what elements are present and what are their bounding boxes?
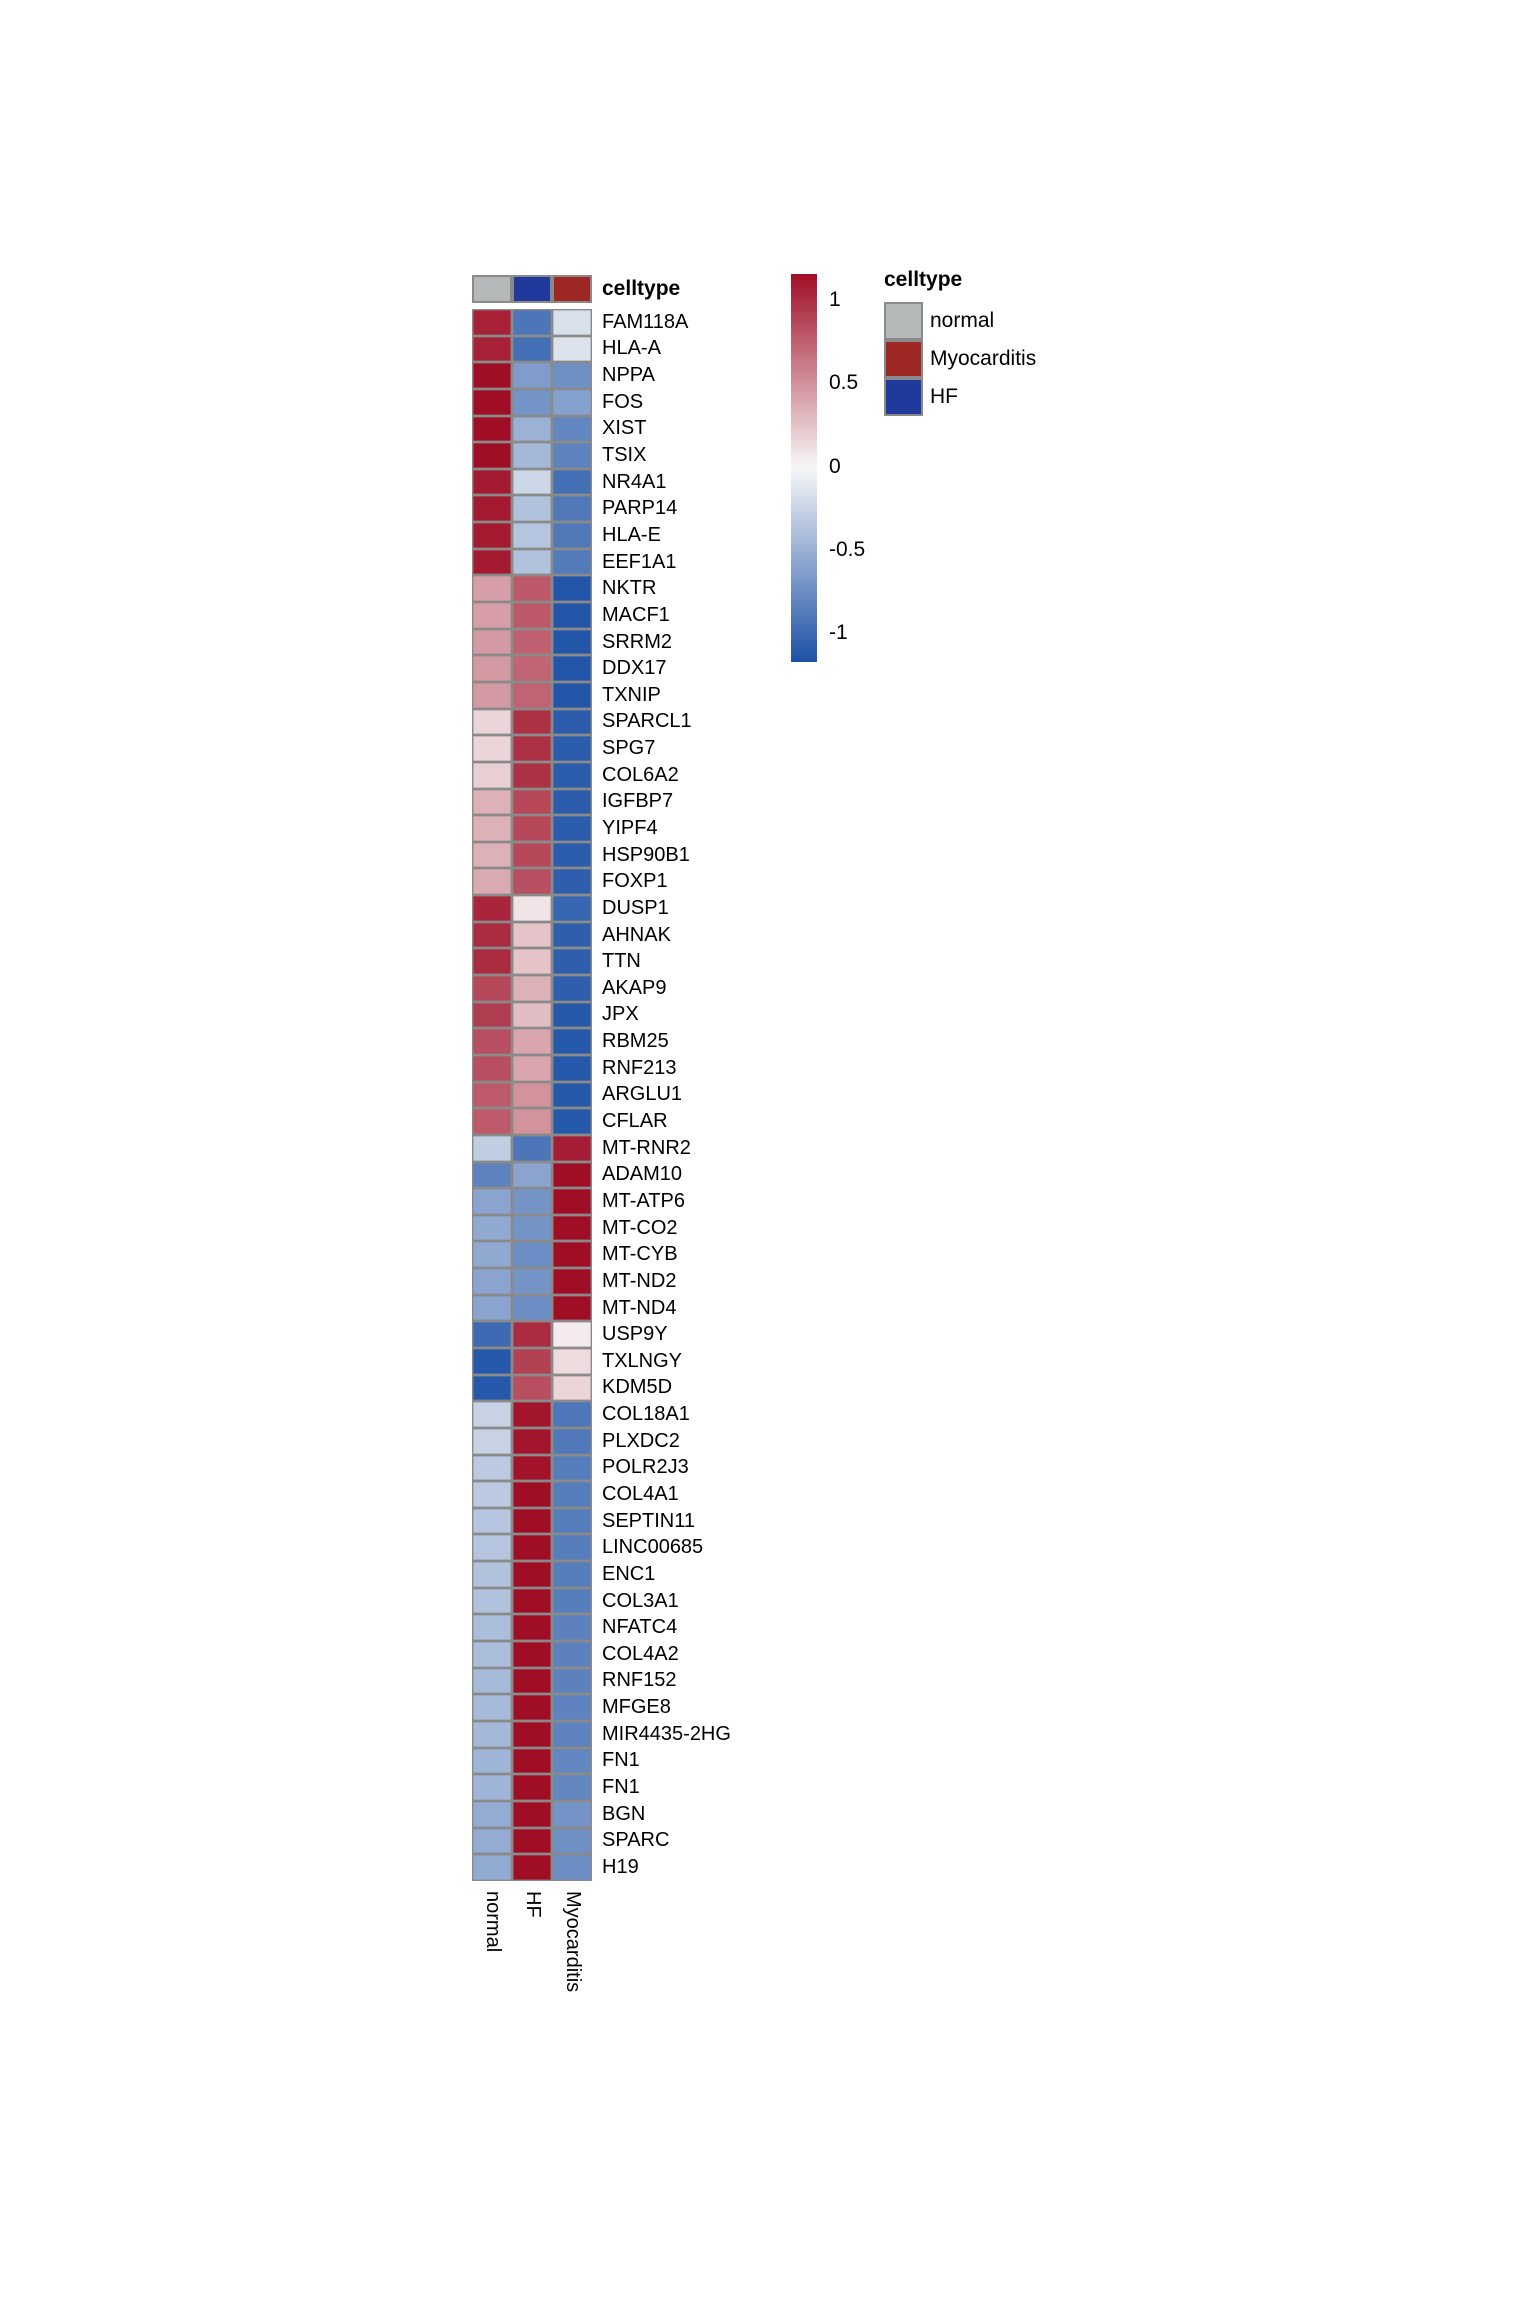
heatmap-cell [512, 1162, 552, 1189]
heatmap-cell [472, 362, 512, 389]
heatmap-cell [472, 469, 512, 496]
heatmap-cell [552, 1641, 592, 1668]
heatmap-cell [472, 1162, 512, 1189]
heatmap-cell [552, 309, 592, 336]
heatmap-cell [472, 1108, 512, 1135]
heatmap-cell [472, 895, 512, 922]
gene-label: SEPTIN11 [602, 1509, 695, 1532]
heatmap-cell [552, 1108, 592, 1135]
heatmap-cell [512, 1748, 552, 1775]
legend-swatch-normal [884, 302, 923, 340]
heatmap-cell [512, 1508, 552, 1535]
heatmap-grid [472, 309, 592, 1881]
gene-label: COL4A1 [602, 1483, 679, 1505]
gene-label: JPX [602, 1003, 639, 1026]
heatmap-cell [512, 709, 552, 736]
column-label: Myocarditis [562, 1891, 584, 1993]
heatmap-cell [472, 1135, 512, 1162]
heatmap-cell [552, 1508, 592, 1535]
colorbar-tick-label: 1 [829, 288, 841, 311]
heatmap-cell [552, 1774, 592, 1801]
heatmap-cell [552, 709, 592, 736]
gene-label: KDM5D [602, 1376, 673, 1399]
legend-title: celltype [884, 268, 963, 291]
heatmap-cell [552, 1002, 592, 1029]
heatmap-cell [472, 975, 512, 1002]
heatmap-cell [472, 549, 512, 576]
heatmap-cell [472, 815, 512, 842]
gene-label: RBM25 [602, 1030, 669, 1053]
heatmap-cell [472, 1002, 512, 1029]
gene-label: FOXP1 [602, 870, 668, 893]
gene-label: HLA-E [602, 523, 661, 546]
celltype-annotation-row [472, 275, 592, 303]
heatmap-cell [472, 1188, 512, 1215]
heatmap-cell [552, 1455, 592, 1482]
heatmap-cell [512, 1295, 552, 1322]
heatmap-cell [552, 1668, 592, 1695]
heatmap-cell [472, 1828, 512, 1855]
legend-label: normal [930, 309, 995, 332]
heatmap-cell [512, 1002, 552, 1029]
heatmap-cell [472, 1295, 512, 1322]
heatmap-cell [472, 1534, 512, 1561]
gene-label: DDX17 [602, 657, 667, 680]
heatmap-cell [472, 1455, 512, 1482]
heatmap-cell [472, 655, 512, 682]
gene-label: COL3A1 [602, 1589, 679, 1612]
gene-label: MT-RNR2 [602, 1136, 691, 1159]
heatmap-cell [552, 1321, 592, 1348]
gene-label: TSIX [602, 444, 647, 467]
heatmap-cell [512, 1854, 552, 1881]
heatmap-cell [552, 1215, 592, 1242]
heatmap-cell [472, 442, 512, 469]
column-label: HF [522, 1891, 544, 1918]
heatmap-cell [512, 1774, 552, 1801]
heatmap-cell [552, 975, 592, 1002]
gene-label: FOS [602, 390, 644, 413]
gene-label: HSP90B1 [602, 843, 690, 866]
heatmap-cell [552, 895, 592, 922]
gene-label: MIR4435-2HG [602, 1722, 731, 1745]
heatmap-cell [512, 1614, 552, 1641]
gene-label: TXLNGY [602, 1349, 683, 1372]
heatmap-cell [512, 1481, 552, 1508]
gene-labels [602, 309, 731, 1881]
heatmap-cell [512, 1721, 552, 1748]
heatmap-cell [512, 575, 552, 602]
heatmap-cell [472, 1588, 512, 1615]
heatmap-cell [472, 682, 512, 709]
legend-swatch-hf [884, 378, 923, 416]
gene-label: MT-ND2 [602, 1269, 677, 1292]
heatmap-cell [552, 1801, 592, 1828]
gene-label: PARP14 [602, 497, 678, 520]
heatmap-cell [512, 602, 552, 629]
heatmap-cell [472, 762, 512, 789]
legend-label: Myocarditis [930, 347, 1037, 370]
gene-label: FN1 [602, 1776, 640, 1799]
heatmap-cell [472, 1481, 512, 1508]
colorbar [791, 274, 817, 662]
heatmap-cell [512, 922, 552, 949]
heatmap-cell [552, 602, 592, 629]
heatmap-cell [472, 1401, 512, 1428]
annotation-cell-normal [472, 275, 512, 303]
heatmap-cell [552, 1082, 592, 1109]
heatmap-cell [512, 868, 552, 895]
heatmap-cell [472, 1375, 512, 1402]
gene-label: AKAP9 [602, 976, 667, 999]
gene-label: LINC00685 [602, 1536, 704, 1559]
heatmap-cell [552, 1348, 592, 1375]
heatmap-cell [472, 1055, 512, 1082]
heatmap-cell [512, 1534, 552, 1561]
heatmap-cell [472, 1028, 512, 1055]
heatmap-cell [512, 1348, 552, 1375]
gene-label: MACF1 [602, 603, 670, 626]
heatmap-cell [552, 1481, 592, 1508]
heatmap-cell [472, 1215, 512, 1242]
gene-label: MT-ND4 [602, 1296, 677, 1319]
heatmap-cell [512, 495, 552, 522]
heatmap-cell [472, 416, 512, 443]
heatmap-cell [552, 469, 592, 496]
heatmap-cell [552, 815, 592, 842]
heatmap-cell [512, 469, 552, 496]
heatmap-cell [552, 629, 592, 656]
heatmap-cell [472, 709, 512, 736]
gene-label: NR4A1 [602, 470, 667, 493]
heatmap-cell [472, 922, 512, 949]
gene-label: XIST [602, 417, 647, 440]
heatmap-cell [552, 1375, 592, 1402]
gene-label: MT-CO2 [602, 1216, 678, 1239]
heatmap-cell [552, 735, 592, 762]
heatmap-cell [552, 1828, 592, 1855]
heatmap-cell [512, 1215, 552, 1242]
heatmap-cell [512, 1135, 552, 1162]
heatmap-cell [512, 1561, 552, 1588]
heatmap-cell [512, 895, 552, 922]
heatmap-cell [472, 389, 512, 416]
heatmap-cell [472, 1668, 512, 1695]
heatmap-cell [472, 1774, 512, 1801]
heatmap-cell [512, 1108, 552, 1135]
gene-label: H19 [602, 1855, 639, 1878]
heatmap-cell [512, 522, 552, 549]
heatmap-cell [552, 442, 592, 469]
heatmap-cell [552, 575, 592, 602]
gene-label: COL4A2 [602, 1642, 679, 1665]
gene-label: DUSP1 [602, 896, 669, 919]
heatmap-cell [472, 1721, 512, 1748]
heatmap-cell [472, 1854, 512, 1881]
heatmap-cell [552, 948, 592, 975]
heatmap-cell [552, 1721, 592, 1748]
legend-swatch-myocarditis [884, 340, 923, 378]
heatmap-cell [512, 1268, 552, 1295]
heatmap-cell [512, 1321, 552, 1348]
heatmap-cell [552, 1748, 592, 1775]
gene-label: EEF1A1 [602, 550, 677, 573]
heatmap-cell [552, 1135, 592, 1162]
colorbar-tick-label: -1 [829, 621, 848, 644]
heatmap-cell [552, 336, 592, 363]
heatmap-cell [472, 868, 512, 895]
heatmap-cell [552, 1268, 592, 1295]
gene-label: AHNAK [602, 923, 671, 946]
heatmap-cell [472, 789, 512, 816]
heatmap-cell [472, 948, 512, 975]
heatmap-cell [512, 1082, 552, 1109]
heatmap-cell [512, 1455, 552, 1482]
heatmap-cell [472, 735, 512, 762]
celltype-legend [884, 302, 923, 416]
colorbar-tick-label: 0 [829, 454, 841, 478]
heatmap-cell [512, 1375, 552, 1402]
colorbar-tick-label: 0.5 [829, 371, 859, 395]
heatmap-cell [472, 336, 512, 363]
heatmap-cell [472, 602, 512, 629]
heatmap-cell [512, 309, 552, 336]
heatmap-cell [512, 416, 552, 443]
gene-label: SPG7 [602, 737, 656, 760]
heatmap-cell [512, 1694, 552, 1721]
heatmap-cell [472, 522, 512, 549]
column-label: normal [482, 1891, 504, 1953]
heatmap-cell [472, 1561, 512, 1588]
gene-label: MT-ATP6 [602, 1189, 685, 1212]
gene-label: NPPA [602, 364, 655, 387]
heatmap-cell [472, 309, 512, 336]
heatmap-cell [472, 575, 512, 602]
heatmap-cell [552, 842, 592, 869]
heatmap-cell [512, 1401, 552, 1428]
heatmap-cell [472, 1268, 512, 1295]
heatmap-cell [512, 789, 552, 816]
heatmap-cell [512, 762, 552, 789]
heatmap-cell [472, 1614, 512, 1641]
heatmap-cell [512, 842, 552, 869]
heatmap-cell [552, 549, 592, 576]
heatmap-cell [552, 922, 592, 949]
gene-label: IGFBP7 [602, 790, 674, 813]
heatmap-cell [552, 789, 592, 816]
gene-label: CFLAR [602, 1110, 668, 1133]
heatmap-cell [512, 948, 552, 975]
heatmap-cell [552, 1401, 592, 1428]
gene-label: HLA-A [602, 337, 661, 360]
heatmap-cell [512, 442, 552, 469]
gene-label: SRRM2 [602, 630, 673, 653]
heatmap-cell [512, 1428, 552, 1455]
heatmap-cell [512, 735, 552, 762]
heatmap-cell [472, 1428, 512, 1455]
gene-label: BGN [602, 1802, 646, 1825]
heatmap-cell [552, 1295, 592, 1322]
colorbar-tick-label: -0.5 [829, 537, 866, 561]
gene-label: COL6A2 [602, 763, 679, 786]
heatmap-cell [552, 1028, 592, 1055]
gene-label: RNF152 [602, 1669, 677, 1692]
gene-label: FAM118A [602, 310, 689, 333]
heatmap-cell [512, 1828, 552, 1855]
heatmap-cell [512, 1801, 552, 1828]
heatmap-cell [552, 1534, 592, 1561]
gene-label: MT-CYB [602, 1243, 678, 1266]
heatmap-cell [512, 1028, 552, 1055]
heatmap-cell [512, 1055, 552, 1082]
heatmap-cell [512, 629, 552, 656]
heatmap-cell [512, 815, 552, 842]
gene-label: PLXDC2 [602, 1429, 680, 1452]
heatmap-cell [552, 522, 592, 549]
heatmap-cell [512, 682, 552, 709]
heatmap-cell [552, 362, 592, 389]
heatmap-cell [472, 1321, 512, 1348]
gene-label: ARGLU1 [602, 1083, 683, 1106]
heatmap-cell [552, 1614, 592, 1641]
heatmap-cell [552, 1854, 592, 1881]
heatmap-cell [552, 1588, 592, 1615]
heatmap-cell [472, 1801, 512, 1828]
heatmap-cell [512, 1241, 552, 1268]
gene-label: SPARCL1 [602, 710, 692, 733]
heatmap-cell [552, 1188, 592, 1215]
gene-label: MFGE8 [602, 1696, 671, 1719]
heatmap-cell [472, 1748, 512, 1775]
heatmap-cell [512, 975, 552, 1002]
gene-label: COL18A1 [602, 1403, 690, 1426]
gene-label: NFATC4 [602, 1616, 678, 1639]
heatmap-cell [552, 655, 592, 682]
annotation-cell-myocarditis [552, 275, 592, 303]
heatmap-cell [552, 1162, 592, 1189]
heatmap-cell [552, 1055, 592, 1082]
heatmap-cell [512, 655, 552, 682]
gene-label: YIPF4 [602, 816, 658, 839]
gene-label: RNF213 [602, 1056, 677, 1079]
gene-label: SPARC [602, 1829, 670, 1852]
heatmap-cell [552, 1241, 592, 1268]
gene-label: USP9Y [602, 1323, 668, 1346]
gene-label: FN1 [602, 1749, 640, 1772]
annotation-title: celltype [602, 277, 681, 300]
heatmap-cell [472, 1694, 512, 1721]
gene-label: TTN [602, 950, 641, 973]
heatmap-cell [472, 1641, 512, 1668]
heatmap-cell [512, 362, 552, 389]
gene-label: ADAM10 [602, 1163, 683, 1186]
heatmap-cell [552, 1694, 592, 1721]
heatmap-cell [472, 629, 512, 656]
heatmap-cell [512, 549, 552, 576]
heatmap-cell [512, 336, 552, 363]
legend-label: HF [930, 385, 958, 408]
gene-label: NKTR [602, 577, 657, 600]
heatmap-cell [552, 495, 592, 522]
heatmap-cell [472, 1241, 512, 1268]
gene-label: ENC1 [602, 1562, 656, 1585]
heatmap-cell [552, 416, 592, 443]
heatmap-cell [512, 389, 552, 416]
gene-label: POLR2J3 [602, 1456, 689, 1479]
heatmap-cell [512, 1668, 552, 1695]
heatmap-cell [512, 1641, 552, 1668]
heatmap-cell [472, 1082, 512, 1109]
heatmap-cell [512, 1188, 552, 1215]
heatmap-cell [552, 389, 592, 416]
heatmap-cell [552, 1428, 592, 1455]
heatmap-cell [472, 1348, 512, 1375]
gene-label: TXNIP [602, 683, 661, 706]
heatmap-cell [552, 682, 592, 709]
heatmap-cell [552, 762, 592, 789]
heatmap-cell [552, 1561, 592, 1588]
heatmap-cell [472, 495, 512, 522]
annotation-cell-hf [512, 275, 552, 303]
heatmap-cell [472, 1508, 512, 1535]
heatmap-cell [552, 868, 592, 895]
celltype-legend-labels [930, 302, 1036, 416]
heatmap-cell [472, 842, 512, 869]
heatmap-cell [512, 1588, 552, 1615]
